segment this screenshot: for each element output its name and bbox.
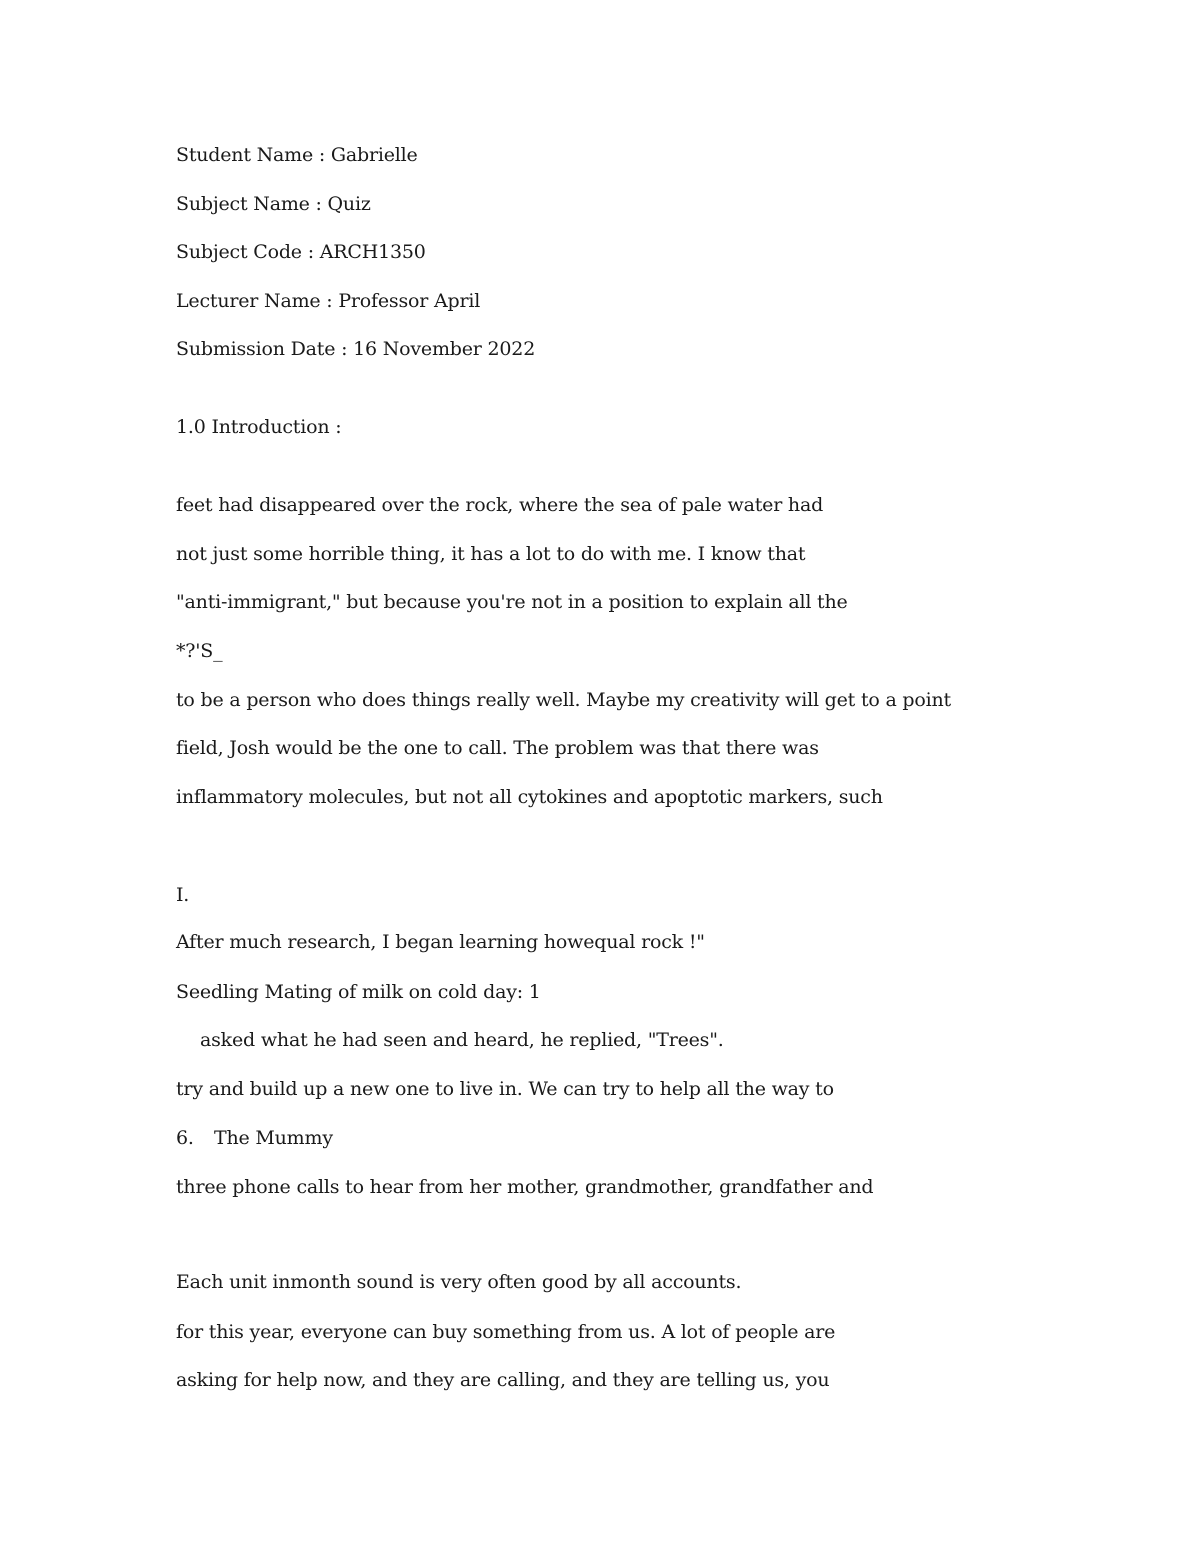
list-number: 6. [176, 1127, 194, 1149]
paragraph-line: *?'S_ [176, 640, 223, 662]
paragraph-line: for this year, everyone can buy something from us. A lot of people are [176, 1321, 836, 1343]
paragraph-line: asking for help now, and they are calling, and they are telling us, you [176, 1369, 830, 1391]
paragraph-line: asked what he had seen and heard, he replied, "Trees". [200, 1029, 724, 1051]
numbered-list-item [176, 1126, 333, 1150]
submission-date-line: Submission Date : 16 November 2022 [176, 338, 536, 360]
paragraph-line: try and build up a new one to live in. We can try to help all the way to [176, 1078, 834, 1100]
paragraph-line: field, Josh would be the one to call. The problem was that there was [176, 737, 819, 759]
paragraph-line: Seedling Mating of milk on cold day: 1 [176, 981, 541, 1003]
student-name-line: Student Name : Gabrielle [176, 144, 418, 166]
paragraph-line: After much research, I began learning howequal rock !" [176, 931, 705, 953]
paragraph-line: to be a person who does things really well. Maybe my creativity will get to a point [176, 689, 951, 711]
lecturer-name-line: Lecturer Name : Professor April [176, 290, 481, 312]
section-heading: 1.0 Introduction : [176, 416, 342, 438]
paragraph-line: feet had disappeared over the rock, where the sea of pale water had [176, 494, 824, 516]
subject-name-line: Subject Name : Quiz [176, 193, 371, 215]
paragraph-line: not just some horrible thing, it has a lot to do with me. I know that [176, 543, 806, 565]
paragraph-line: Each unit inmonth sound is very often good by all accounts. [176, 1271, 742, 1293]
paragraph-line: "anti-immigrant," but because you're not in a position to explain all the [176, 591, 848, 613]
paragraph-line: inflammatory molecules, but not all cytokines and apoptotic markers, such [176, 786, 883, 808]
paragraph-line: three phone calls to hear from her mother, grandmother, grandfather and [176, 1176, 874, 1198]
list-item-text: The Mummy [214, 1127, 333, 1149]
subject-code-line: Subject Code : ARCH1350 [176, 241, 426, 263]
paragraph-line: I. [176, 884, 190, 906]
